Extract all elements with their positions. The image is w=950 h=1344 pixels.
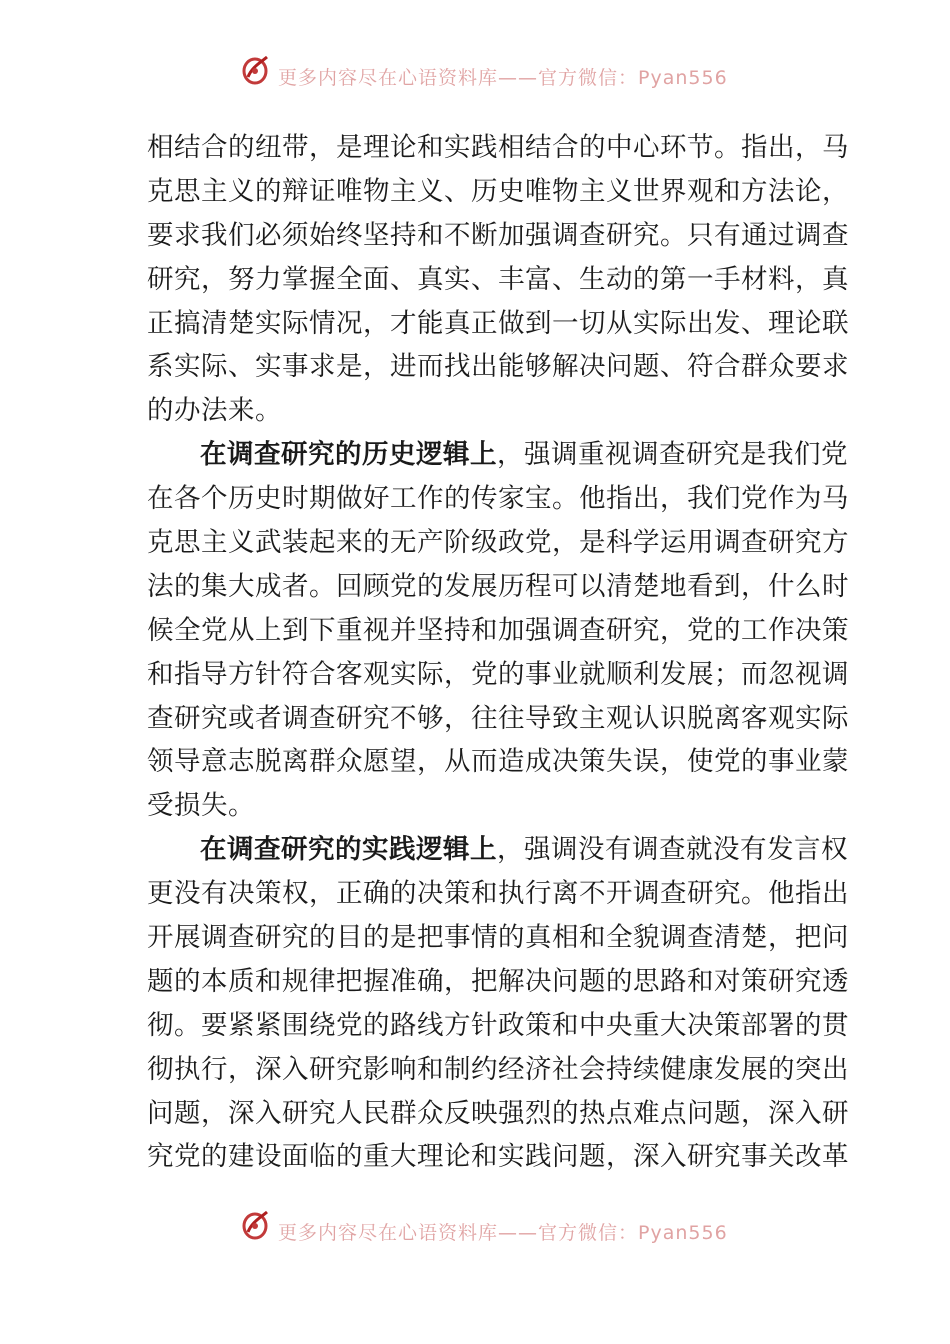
text-run: ，强调没有调查就没有发言权	[497, 834, 848, 866]
text-line: 法的集大成者。回顾党的发展历程可以清楚地看到，什么时	[147, 570, 849, 602]
text-line: 受损失。	[147, 790, 255, 822]
document-body	[147, 126, 849, 1179]
watermark-text: 更多内容尽在心语资料库——官方微信：Pyan556	[278, 1221, 728, 1244]
brand-logo-icon	[240, 1208, 270, 1242]
text-line: 克思主义的辩证唯物主义、历史唯物主义世界观和方法论，	[147, 175, 849, 207]
text-line: 领导意志脱离群众愿望，从而造成决策失误，使党的事业蒙	[147, 746, 849, 778]
text-line: 究党的建设面临的重大理论和实践问题，深入研究事关改革	[147, 1141, 849, 1173]
text-line: 更没有决策权，正确的决策和执行离不开调查研究。他指出	[147, 878, 849, 910]
text-line: 彻。要紧紧围绕党的路线方针政策和中央重大决策部署的贯	[147, 1009, 849, 1041]
watermark-bottom	[0, 1205, 950, 1245]
text-line: 题的本质和规律把握准确，把解决问题的思路和对策研究透	[147, 965, 849, 997]
text-line: 研究，努力掌握全面、真实、丰富、生动的第一手材料，真	[147, 263, 849, 295]
text-line: 和指导方针符合客观实际，党的事业就顺利发展；而忽视调	[147, 658, 849, 690]
paragraph-1	[147, 126, 849, 433]
paragraph-heading: 在调查研究的实践逻辑上	[200, 834, 497, 866]
text-line-first	[147, 828, 848, 872]
text-line: 问题，深入研究人民群众反映强烈的热点难点问题，深入研	[147, 1097, 849, 1129]
watermark-top	[0, 50, 950, 90]
text-line: 要求我们必须始终坚持和不断加强调查研究。只有通过调查	[147, 219, 849, 251]
text-line: 候全党从上到下重视并坚持和加强调查研究，党的工作决策	[147, 614, 849, 646]
paragraph-2	[147, 433, 849, 828]
paragraph-heading: 在调查研究的历史逻辑上	[200, 439, 497, 471]
brand-logo-icon	[240, 53, 270, 87]
text-line: 在各个历史时期做好工作的传家宝。他指出，我们党作为马	[147, 483, 849, 515]
watermark-text: 更多内容尽在心语资料库——官方微信：Pyan556	[278, 66, 728, 89]
text-line: 查研究或者调查研究不够，往往导致主观认识脱离客观实际	[147, 702, 849, 734]
paragraph-3	[147, 828, 849, 1179]
text-line: 正搞清楚实际情况，才能真正做到一切从实际出发、理论联	[147, 307, 849, 339]
text-line: 相结合的纽带，是理论和实践相结合的中心环节。指出，马	[147, 132, 849, 163]
text-run: ，强调重视调查研究是我们党	[497, 439, 848, 471]
text-line: 开展调查研究的目的是把事情的真相和全貌调查清楚，把问	[147, 922, 849, 954]
text-line-first	[147, 433, 848, 477]
text-line: 克思主义武装起来的无产阶级政党，是科学运用调查研究方	[147, 527, 849, 559]
text-line: 彻执行，深入研究影响和制约经济社会持续健康发展的突出	[147, 1053, 849, 1085]
text-line: 的办法来。	[147, 395, 282, 427]
text-line: 系实际、实事求是，进而找出能够解决问题、符合群众要求	[147, 351, 849, 383]
